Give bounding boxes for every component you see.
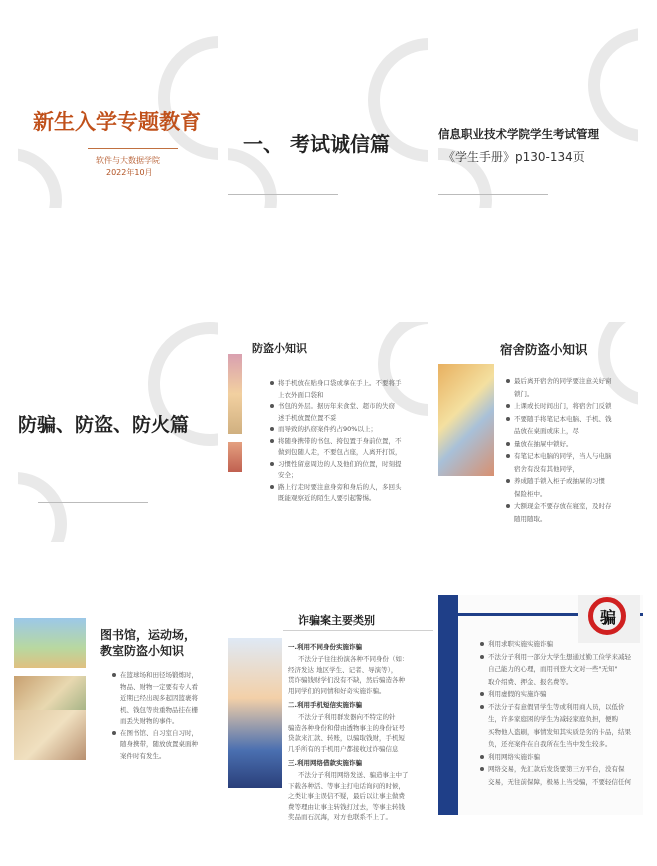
slide-6[interactable] xyxy=(438,322,638,542)
bullet-icon xyxy=(270,427,274,431)
bullet-icon xyxy=(112,731,116,735)
list-item-text: 利用求职实施实施诈骗 xyxy=(488,640,553,648)
list-item-text: 宿舍有没有其他同学， xyxy=(514,464,579,473)
bullet-icon xyxy=(506,479,510,483)
bullet-icon xyxy=(480,767,484,771)
bullet-icon xyxy=(506,379,510,383)
list-item xyxy=(480,702,625,713)
decorative-arc xyxy=(158,36,218,160)
list-item-text: 将随身携带的书包、挎包置于身前位置，不 xyxy=(278,436,402,445)
list-item xyxy=(270,413,337,424)
section-line: 骗造各种身份和借由透物事主的身份证号 xyxy=(288,723,405,732)
slide-4[interactable] xyxy=(18,322,218,542)
list-item xyxy=(506,439,573,450)
list-item xyxy=(480,689,547,700)
list-item-text: 做到包随人走，不要包占座，人离开打饭， xyxy=(278,448,402,456)
list-item xyxy=(480,739,612,750)
section-heading: 三.利用网络借款实施诈骗 xyxy=(288,759,362,767)
slide-title: 防骗、防盗、防火篇 xyxy=(18,414,190,436)
list-item-text: 在图书馆、自习室自习时， xyxy=(120,728,198,737)
list-item-text: 路上行走时要注意身旁和身后的人，多回头 xyxy=(278,482,402,491)
section-heading: 二.利用手机短信实施诈骗 xyxy=(288,701,362,709)
list-item xyxy=(480,714,618,725)
list-item xyxy=(112,728,198,739)
decorative-arc xyxy=(228,148,277,208)
list-item xyxy=(506,401,612,412)
list-item-text: 书包的外层。据历年来食堂、超市的失窃 xyxy=(278,402,395,410)
bullet-icon xyxy=(480,642,484,646)
list-item-text: 交易，无往前保障，极易上当受骗，不要轻信任何 xyxy=(488,777,631,786)
list-item xyxy=(506,451,612,462)
title-underline xyxy=(283,630,433,631)
slide-7[interactable] xyxy=(14,598,219,788)
bullet-icon xyxy=(506,442,510,446)
bullet-icon xyxy=(506,454,510,458)
bullet-icon xyxy=(270,439,274,443)
list-item-text: 保险柜中。 xyxy=(514,489,547,498)
slide-title: 防盗小知识 xyxy=(252,342,307,355)
list-item-text: 买物他人盗刷，事情发知其实质是劣的卡品，结果 xyxy=(488,727,631,736)
bullet-icon xyxy=(506,504,510,508)
sidebar-stripe xyxy=(438,595,458,815)
playground-illustration xyxy=(14,618,86,668)
list-item-text: 将手机放在贴身口袋或拿在手上。不要将手 xyxy=(278,379,402,387)
list-item xyxy=(480,727,631,738)
list-item-text: 随用随取。 xyxy=(514,514,547,523)
list-item-text: 而丢失财物的事件。 xyxy=(120,717,179,725)
slide-title-line1: 图书馆，运动场， xyxy=(100,628,197,642)
list-item-text: 上课或长时间出门，将宿舍门反锁 xyxy=(514,402,612,410)
list-item xyxy=(506,514,547,525)
list-item-text: 既能观察近的陌生人要引起警惕。 xyxy=(278,494,376,502)
bullet-icon xyxy=(270,404,274,408)
slide-title: 新生入学专题教育 xyxy=(33,110,201,134)
list-item-text: 不法分子利用一部分大学生想通过勤工俭学来减轻 xyxy=(488,652,631,661)
slide-1[interactable] xyxy=(18,18,218,208)
slide-9[interactable] xyxy=(438,595,643,815)
list-item-text: 利用网络实施诈骗 xyxy=(488,752,540,761)
section-line: 不法分子利用网络发送、骗造事主中了 xyxy=(298,771,409,779)
slide-title: 宿舍防盗小知识 xyxy=(500,342,588,357)
list-item-text: 近期已经出现多起因篮裹将 xyxy=(120,694,198,702)
section-line: 之类让事主误信不疑，最后以让事主做费 xyxy=(288,792,405,800)
list-item-text: 不要随手将笔记本电脑、手机、钱 xyxy=(514,414,612,423)
bullet-icon xyxy=(270,462,274,466)
slide-title: 诈骗案主要类别 xyxy=(298,614,375,627)
org-label: 软件与大数据学院 xyxy=(96,156,160,165)
slide-subtitle: 《学生手册》p130-134页 xyxy=(443,150,585,164)
list-item-text: 量放在抽屉中锁好。 xyxy=(514,439,573,448)
list-item-text: 安全； xyxy=(278,471,298,479)
list-item xyxy=(270,482,402,493)
slide-5[interactable] xyxy=(228,322,428,542)
list-item xyxy=(506,426,579,437)
list-item-text: 在篮球场和田径场锻炼时， xyxy=(120,671,198,679)
decorative-arc xyxy=(18,148,62,208)
bullet-icon xyxy=(506,417,510,421)
police-cartoon xyxy=(228,638,282,788)
list-item xyxy=(112,693,198,704)
slide-8[interactable] xyxy=(228,598,433,823)
list-item-text: 利用虚假的实施诈骗 xyxy=(488,690,547,698)
list-item-text: 自己能力的心理，而用刊登大文对一些"无知" xyxy=(488,665,618,673)
section-line: 用同学们的同情和好奇实施诈骗。 xyxy=(288,686,386,695)
list-item-text: 不法分子有意假冒学生等或利用商人员，以低价 xyxy=(488,702,625,711)
slide-3[interactable] xyxy=(438,18,638,208)
list-item-text: 生，许多家庭困的学生为减轻家庭负担，便购 xyxy=(488,715,618,723)
list-item-text: 取介绍费、押金、报名费等。 xyxy=(488,677,573,686)
bullet-icon xyxy=(480,705,484,709)
list-item xyxy=(270,459,402,470)
list-item xyxy=(480,752,540,763)
slide-title-line2: 教室防盗小知识 xyxy=(100,644,185,658)
dormitory-illustration xyxy=(438,364,494,476)
date-label: 2022年10月 xyxy=(106,168,153,177)
list-item-text: 有笔记本电脑的同学，当人与电脑 xyxy=(514,452,612,460)
bullet-icon xyxy=(506,404,510,408)
list-item xyxy=(270,401,395,412)
bullet-icon xyxy=(270,381,274,385)
list-item xyxy=(270,493,376,504)
list-item-text: 而导致的扒窃案件约占90%以上； xyxy=(278,425,377,433)
section-line: 不法分子利用群发器向不特定的针 xyxy=(298,713,396,721)
list-item xyxy=(480,777,631,788)
title-underline xyxy=(438,194,548,195)
bullet-icon xyxy=(480,655,484,659)
list-item-text: 网络交易，先汇款后发货要第三方平台，没有保 xyxy=(488,765,625,773)
title-underline xyxy=(38,502,148,503)
decorative-arc xyxy=(18,472,67,542)
decorative-arc xyxy=(588,28,638,142)
bullet-icon xyxy=(112,673,116,677)
list-item-text: 述手机放置位置不妥 xyxy=(278,413,337,422)
title-underline xyxy=(228,194,338,195)
decorative-arc xyxy=(598,322,638,406)
bullet-icon xyxy=(480,755,484,759)
section-line: 贷款来汇款、转账，以骗取钱财，手机短 xyxy=(288,734,405,742)
list-item xyxy=(112,739,198,750)
list-item-text: 锁门。 xyxy=(514,389,534,398)
list-item-text: 上衣外面口袋和 xyxy=(278,390,324,399)
list-item xyxy=(270,470,298,481)
bullet-icon xyxy=(480,692,484,696)
fraud-character: 骗 xyxy=(600,608,617,627)
list-item-text: 随身携带，随放放置桌面种 xyxy=(120,740,198,748)
slide-2[interactable] xyxy=(228,18,428,208)
list-item xyxy=(270,447,402,458)
list-item xyxy=(112,705,198,716)
list-item xyxy=(112,682,198,693)
list-item xyxy=(506,464,579,475)
section-line: 奖品而石沉海，对方也联系不上了。 xyxy=(288,813,392,821)
list-item xyxy=(506,414,612,425)
list-item xyxy=(506,476,605,487)
illustration-image xyxy=(228,354,242,434)
list-item xyxy=(480,764,625,775)
list-item xyxy=(480,652,631,663)
list-item-text: 养成随手锁入柜子或抽屉的习惯 xyxy=(514,477,605,485)
list-item-text: 机、钱包等贵重物品挂在栅 xyxy=(120,705,198,714)
list-item xyxy=(480,639,553,650)
title-underline xyxy=(88,148,178,149)
list-item xyxy=(270,378,402,389)
section-line: 几乎所有的手机用户都接收过诈骗信息 xyxy=(288,744,399,753)
list-item-text: 物品、财物一定要有专人看 xyxy=(120,682,198,691)
slide-title: 信息职业技术学院学生考试管理 xyxy=(438,127,599,141)
list-item xyxy=(506,389,534,400)
list-item-text: 负，还亮案件在自我所在生当中发生较多。 xyxy=(488,740,612,748)
list-item xyxy=(506,376,612,387)
section-line: 不法分子往往扮演各种不同身份（如： xyxy=(298,655,409,663)
list-item-text: 习惯性留意周边的人及他们的位置，时刻提 xyxy=(278,459,402,468)
section-line: 经济发达 地区学生、记者、导演等）， xyxy=(288,665,398,674)
list-item xyxy=(270,436,402,447)
list-item xyxy=(270,424,377,435)
bullet-icon xyxy=(270,485,274,489)
list-item-text: 案件时有发生。 xyxy=(120,751,166,760)
list-item xyxy=(112,716,179,727)
list-item xyxy=(270,390,324,401)
section-line: 费等理由让事主转钱打过去，等事主转钱 xyxy=(288,802,405,811)
list-item-text: 最后离开宿舍的同学要注意关好窗 xyxy=(514,377,612,385)
library-illustration xyxy=(14,710,86,760)
section-heading: 一.利用不同身份实施诈骗 xyxy=(288,643,362,651)
list-item xyxy=(506,489,547,500)
section-line: 下载各种活、等事主打电话询问的时候， xyxy=(288,781,405,790)
list-item xyxy=(112,751,166,762)
list-item-text: 品放在桌面或床上，尽 xyxy=(514,427,579,435)
section-line: 贯诈骗钱财学们没有不缺，然后骗造各种 xyxy=(288,676,405,684)
illustration-image xyxy=(228,442,242,472)
list-item xyxy=(480,677,573,688)
slide-title: 一、 考试诚信篇 xyxy=(243,132,390,156)
list-item xyxy=(506,501,612,512)
list-item-text: 大额现金不要存放在寝室，及时存 xyxy=(514,502,612,510)
list-item xyxy=(480,664,617,675)
list-item xyxy=(112,670,198,681)
